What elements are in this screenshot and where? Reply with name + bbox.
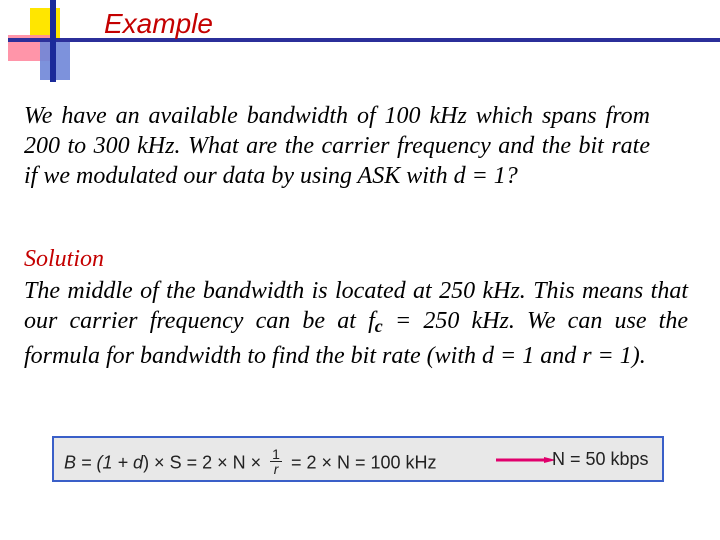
formula-fraction [270, 447, 282, 476]
right-arrow-icon [496, 457, 560, 463]
solution-subscript: c [374, 316, 383, 336]
solution-text-part2: = 250 kHz. We can use the formula for bandwidth to find the bit rate (with d = 1 and r = 1). [24, 308, 688, 369]
bandwidth-formula [64, 446, 437, 478]
formula-d: d [133, 452, 144, 473]
formula-box [52, 436, 664, 482]
formula-lhs-start: B = (1 + [64, 452, 134, 473]
solution-label: Solution [24, 246, 105, 272]
logo-vertical-bar [50, 0, 56, 82]
fraction-denominator: r [273, 461, 279, 477]
formula-lhs-mid: ) × S = 2 × N × [143, 452, 267, 473]
slide-title: Example [104, 8, 213, 39]
solution-text [24, 276, 688, 371]
question-text: We have an available bandwidth of 100 kHz which spans from 200 to 300 kHz. What are the carrier frequency and the bit rate if we modulated our data by using ASK with d = 1? [24, 103, 650, 189]
formula-result: N = 50 kbps [552, 449, 649, 469]
formula-rhs: = 2 × N = 100 kHz [285, 452, 437, 473]
solution-text-part1: The middle of the bandwidth is located at 250 kHz. This means that our carrier frequency can be at f [24, 278, 688, 334]
fraction-numerator: 1 [272, 446, 280, 462]
